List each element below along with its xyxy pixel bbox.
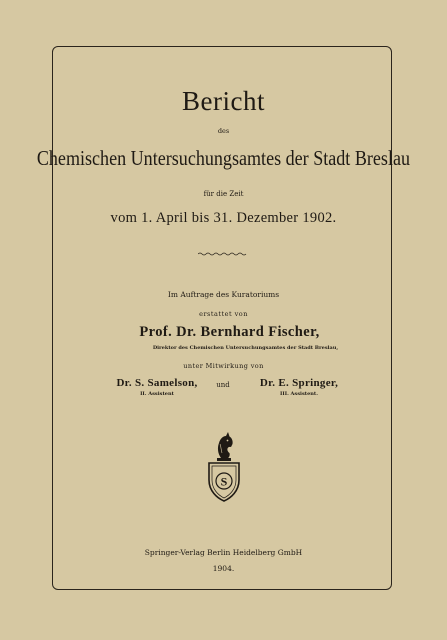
publication-year: 1904. [212,564,235,573]
assistant-role: III. Assistent. [280,391,318,397]
institution-subtitle: Chemischen Untersuchungsamtes der Stadt Breslau [36,146,411,170]
cooperation-line: unter Mitwirkung von [183,362,264,370]
author-name: Prof. Dr. Bernhard Fischer, [139,324,320,340]
assistant-role: II. Assistent [140,391,174,397]
ornamental-divider [198,252,248,256]
assistant-name: Dr. S. Samelson, [116,377,198,389]
report-title: Bericht [182,86,265,116]
assistant-springer [244,377,354,397]
logo-letter: S [220,474,228,489]
assistant-samelson [102,377,212,397]
assistant-name: Dr. E. Springer, [259,377,339,389]
report-period: vom 1. April bis 31. Dezember 1902. [110,210,337,226]
title-article: des [217,127,230,135]
publisher-line: Springer-Verlag Berlin Heidelberg GmbH [144,548,303,557]
submitted-by-line: erstattet von [199,310,248,318]
period-label: für die Zeit [203,190,244,198]
commission-line: Im Auftrage des Kuratoriums [167,290,280,299]
author-role: Direktor des Chemischen Untersuchungsamtes der Stadt Breslau, [152,345,339,351]
springer-knight-logo-icon [204,428,244,504]
conjunction-und: und [216,381,230,389]
